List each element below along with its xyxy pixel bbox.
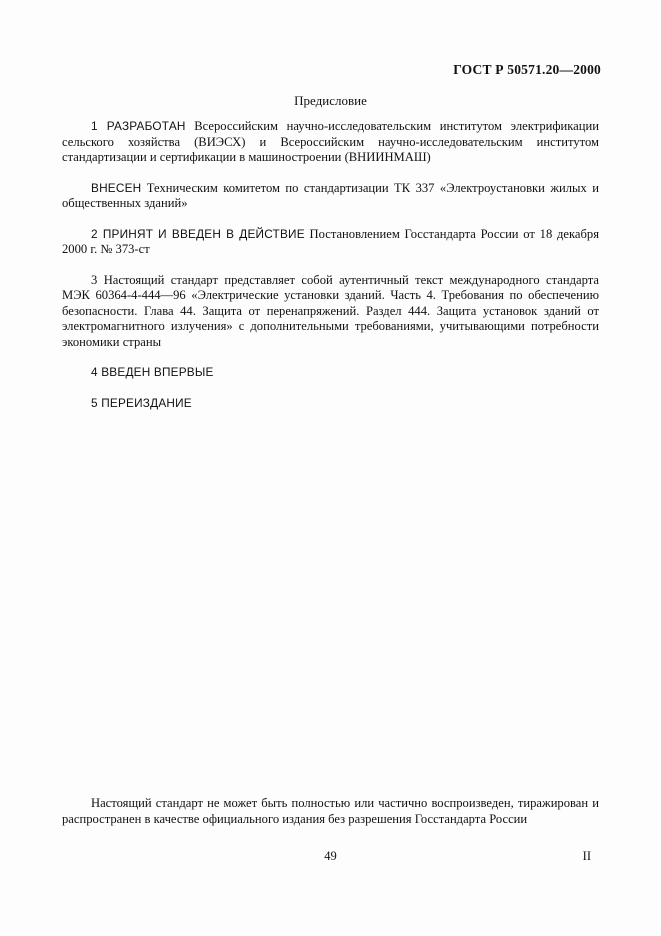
paragraph-text: Постановлением Госстандарта России от 18 декабря 2000 г. № 373-ст xyxy=(62,226,599,256)
paragraph-text: Всероссийским научно-исследовательским институтом электрификации сельского хозяйства (ВИЭСХ) и Всероссийским научно-исследовательским институтом стандартизации и сертификации в машиностроении (ВНИИНМАШ) xyxy=(62,119,599,164)
paragraph-introduced-by xyxy=(62,181,599,212)
page-title: Предисловие xyxy=(294,93,367,108)
paragraph-adopted xyxy=(62,227,599,258)
copyright-notice: Настоящий стандарт не может быть полностью или частично воспроизведен, тиражирован и распространен в качестве официального издания без разрешения Госстандарта России xyxy=(62,796,599,826)
paragraph-lead: ВНЕСЕН xyxy=(91,180,142,195)
paragraph-text: Техническим комитетом по стандартизации ТК 337 «Электроустановки жилых и общественных зданий» xyxy=(62,180,599,210)
standard-code: ГОСТ Р 50571.20—2000 xyxy=(453,62,601,77)
page-number: 49 xyxy=(324,849,337,863)
paragraph-lead: 1 РАЗРАБОТАН xyxy=(91,119,186,133)
foreword-body xyxy=(62,119,599,426)
paragraph-developed-by xyxy=(62,119,599,166)
paragraph-reissue: 5 ПЕРЕИЗДАНИЕ xyxy=(91,395,192,410)
paragraph-authentic-text: 3 Настоящий стандарт представляет собой аутентичный текст международного стандарта МЭК 60364-4-444—96 «Электрические установки зданий. Часть 4. Требования по обеспечению безопасности. Глава 44. Защита от перенапряжений. Раздел 444. Защита установок зданий от электромагнитного излучения» с дополнительными требованиями, учитывающими потребности экономики страны xyxy=(62,272,599,349)
paragraph-first-introduced: 4 ВВЕДЕН ВПЕРВЫЕ xyxy=(91,365,214,379)
paragraph-lead: 2 ПРИНЯТ И ВВЕДЕН В ДЕЙСТВИЕ xyxy=(91,226,305,241)
edition-mark: II xyxy=(582,849,591,863)
